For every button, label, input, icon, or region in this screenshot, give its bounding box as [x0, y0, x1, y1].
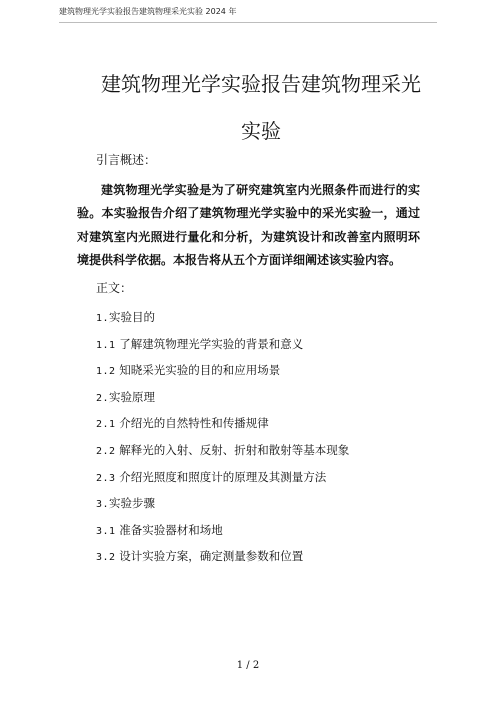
outline-text: 介绍光照度和照度计的原理及其测量方法 — [119, 469, 327, 484]
outline-number: 2.2 — [96, 445, 116, 457]
outline-item — [96, 520, 349, 547]
outline-number: 2.3 — [96, 472, 116, 484]
outline-text: 实验步骤 — [109, 496, 156, 511]
running-header: 建筑物理光学实验报告建筑物理采光实验 2024 年 — [59, 7, 237, 16]
outline-list — [96, 307, 349, 573]
outline-number: 3. — [96, 499, 110, 511]
outline-number: 1.1 — [96, 339, 116, 351]
outline-number: 2.1 — [96, 419, 116, 431]
header-divider — [59, 22, 437, 23]
outline-number: 3.1 — [96, 525, 116, 537]
outline-text: 设计实验方案，确定测量参数和位置 — [119, 549, 304, 564]
body-label: 正文： — [96, 281, 133, 295]
outline-text: 实验目的 — [109, 310, 156, 324]
outline-item — [96, 440, 349, 467]
outline-number: 2. — [96, 392, 110, 404]
outline-text: 准备实验器材和场地 — [119, 522, 223, 537]
document-title: 建筑物理光学实验报告建筑物理采光实验 — [101, 72, 421, 143]
outline-number: 3.2 — [96, 552, 116, 564]
outline-item — [96, 307, 349, 334]
outline-item — [96, 413, 349, 440]
outline-text: 解释光的入射、反射、折射和散射等基本现象 — [119, 442, 350, 457]
outline-item — [96, 387, 349, 414]
intro-paragraph: 建筑物理光学实验是为了研究建筑室内光照条件而进行的实验。本实验报告介绍了建筑物理光学实验中的采光实验一，通过对建筑室内光照进行量化和分析，为建筑设计和改善室内照明环境提供科学依据。本报告将从五个方面详细阐述该实验内容。 — [77, 183, 420, 267]
outline-item — [96, 493, 349, 520]
outline-text: 实验原理 — [109, 389, 156, 404]
outline-text: 了解建筑物理光学实验的背景和意义 — [119, 336, 304, 351]
outline-text: 知晓采光实验的目的和应用场景 — [119, 363, 281, 378]
outline-item — [96, 546, 349, 573]
outline-number: 1. — [96, 313, 110, 324]
page-indicator: 1 / 2 — [236, 660, 260, 671]
outline-item — [96, 360, 349, 387]
outline-number: 1.2 — [96, 366, 116, 378]
outline-text: 介绍光的自然特性和传播规律 — [119, 416, 269, 431]
outline-item — [96, 334, 349, 361]
intro-label: 引言概述： — [96, 153, 157, 167]
outline-item — [96, 467, 349, 494]
